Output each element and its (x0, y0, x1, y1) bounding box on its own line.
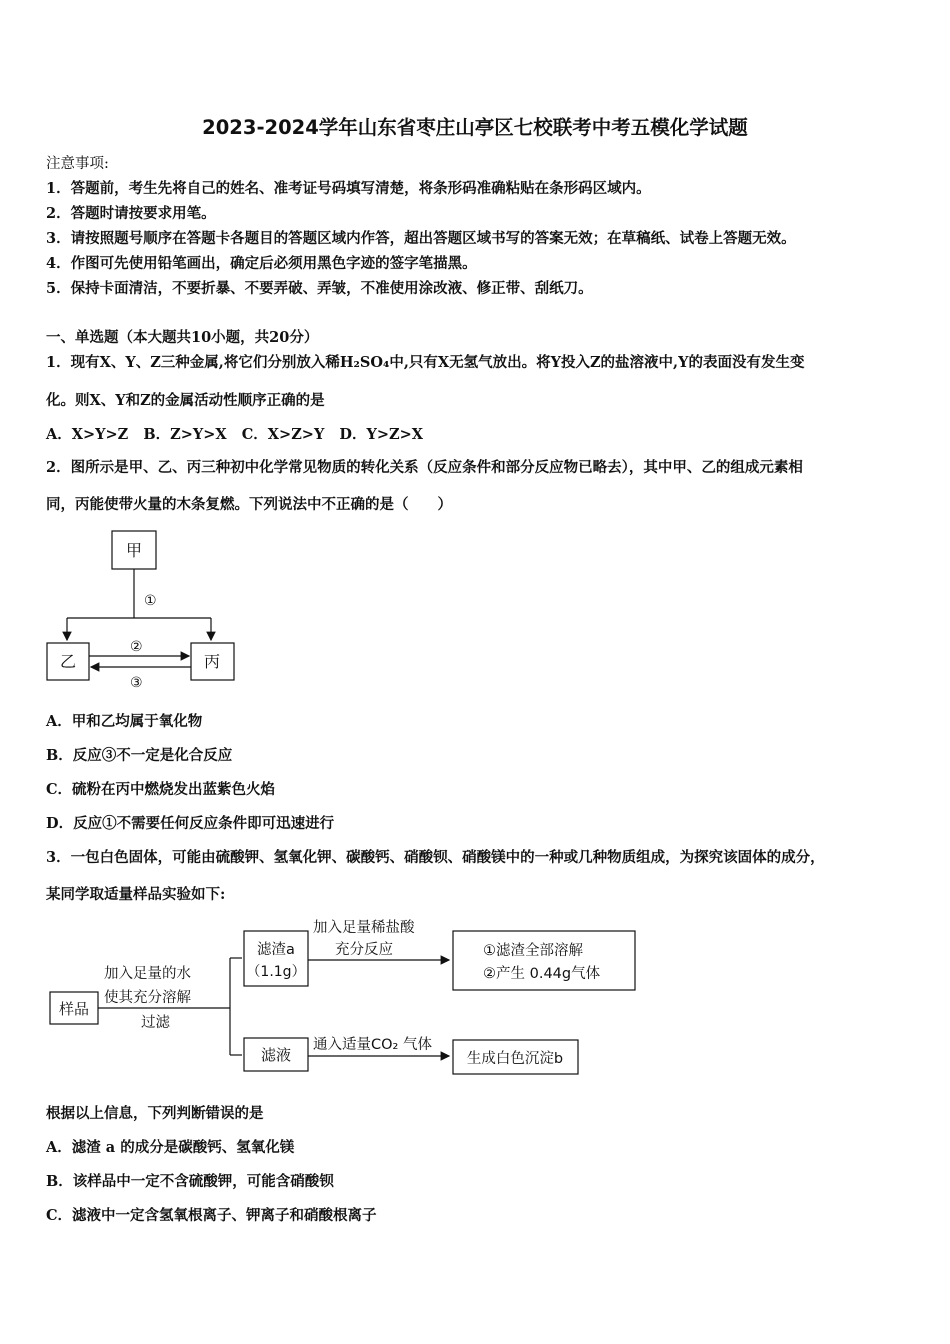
q3-option-a: A．滤渣 a 的成分是碳酸钙、氢氧化镁 (46, 1139, 295, 1156)
q1-text-line2: 化。则X、Y和Z的金属活动性顺序正确的是 (46, 392, 325, 409)
q2-conversion-diagram (40, 525, 250, 695)
q3-text-line1: 3．一包白色固体，可能由硫酸钾、氢氧化钾、碳酸钙、硝酸钡、硝酸镁中的一种或几种物质组成，为探究该固体的成分， (46, 849, 825, 866)
residue-mass: （1.1g） (246, 964, 306, 980)
q2-text-line2: 同，丙能使带火量的木条复燃。下列说法中不正确的是（ ） (46, 496, 452, 513)
q3-flow-diagram (45, 910, 645, 1085)
acid-text-1: 加入足量稀盐酸 (313, 920, 415, 936)
q3-text-line2: 某同学取适量样品实验如下: (46, 886, 226, 903)
co2-text: 通入适量CO₂ 气体 (313, 1037, 432, 1053)
reaction-label-2: ② (130, 639, 143, 655)
notice-item: 3．请按照题号顺序在答题卡各题目的答题区域内作答，超出答题区域书写的答案无效；在草稿纸、试卷上答题无效。 (46, 230, 796, 247)
q2-option-a: A．甲和乙均属于氧化物 (46, 713, 203, 730)
notice-heading: 注意事项: (46, 156, 109, 172)
q2-option-b: B．反应③不一定是化合反应 (46, 747, 233, 764)
q2-text-line1: 2．图所示是甲、乙、丙三种初中化学常见物质的转化关系（反应条件和部分反应物已略去），其中甲、乙的组成元素相 (46, 459, 803, 476)
reaction-label-3: ③ (130, 675, 143, 691)
result2-text: 生成白色沉淀b (466, 1051, 564, 1067)
notice-item: 2．答题时请按要求用笔。 (46, 205, 216, 222)
q1-options: A．X>Y>Z B．Z>Y>X C．X>Z>Y D．Y>Z>X (46, 426, 423, 443)
reaction-label-1: ① (144, 593, 157, 609)
q2-option-c: C．硫粉在丙中燃烧发出蓝紫色火焰 (46, 781, 276, 798)
q3-option-b: B．该样品中一定不含硫酸钾，可能含硝酸钡 (46, 1173, 334, 1190)
step1-text-2: 使其充分溶解 (104, 990, 191, 1006)
q1-text-line1: 1．现有X、Y、Z三种金属,将它们分别放入稀H₂SO₄中,只有X无氢气放出。将Y投入Z的盐溶液中,Y的表面没有发生变 (46, 354, 805, 371)
notice-item: 4．作图可先使用铅笔画出，确定后必须用黑色字迹的签字笔描黑。 (46, 255, 477, 272)
residue-label: 滤渣a (257, 942, 295, 958)
q3-question: 根据以上信息，下列判断错误的是 (46, 1105, 264, 1122)
notice-item: 1．答题前，考生先将自己的姓名、准考证号码填写清楚，将条形码准确粘贴在条形码区域内。 (46, 180, 651, 197)
step1-text-1: 加入足量的水 (104, 966, 191, 982)
result1-text-1: ①滤渣全部溶解 (483, 943, 583, 959)
q2-option-d: D．反应①不需要任何反应条件即可迅速进行 (46, 815, 335, 832)
acid-text-2: 充分反应 (335, 942, 393, 958)
filtrate-label: 滤液 (260, 1046, 292, 1064)
step1-text-3: 过滤 (141, 1015, 170, 1031)
box-yi-label: 乙 (59, 652, 77, 671)
q3-option-c: C．滤液中一定含氢氧根离子、钾离子和硝酸根离子 (46, 1207, 377, 1224)
notice-item: 5．保持卡面清洁，不要折暴、不要弄破、弄皱，不准使用涂改液、修正带、刮纸刀。 (46, 280, 593, 297)
section-heading: 一、单选题（本大题共10小题，共20分） (46, 329, 319, 346)
sample-label: 样品 (58, 1000, 90, 1018)
result1-text-2: ②产生 0.44g气体 (483, 966, 601, 982)
box-jia-label: 甲 (125, 541, 143, 560)
box-bing-label: 丙 (203, 652, 221, 671)
page-title: 2023-2024学年山东省枣庄山亭区七校联考中考五模化学试题 (202, 116, 748, 139)
